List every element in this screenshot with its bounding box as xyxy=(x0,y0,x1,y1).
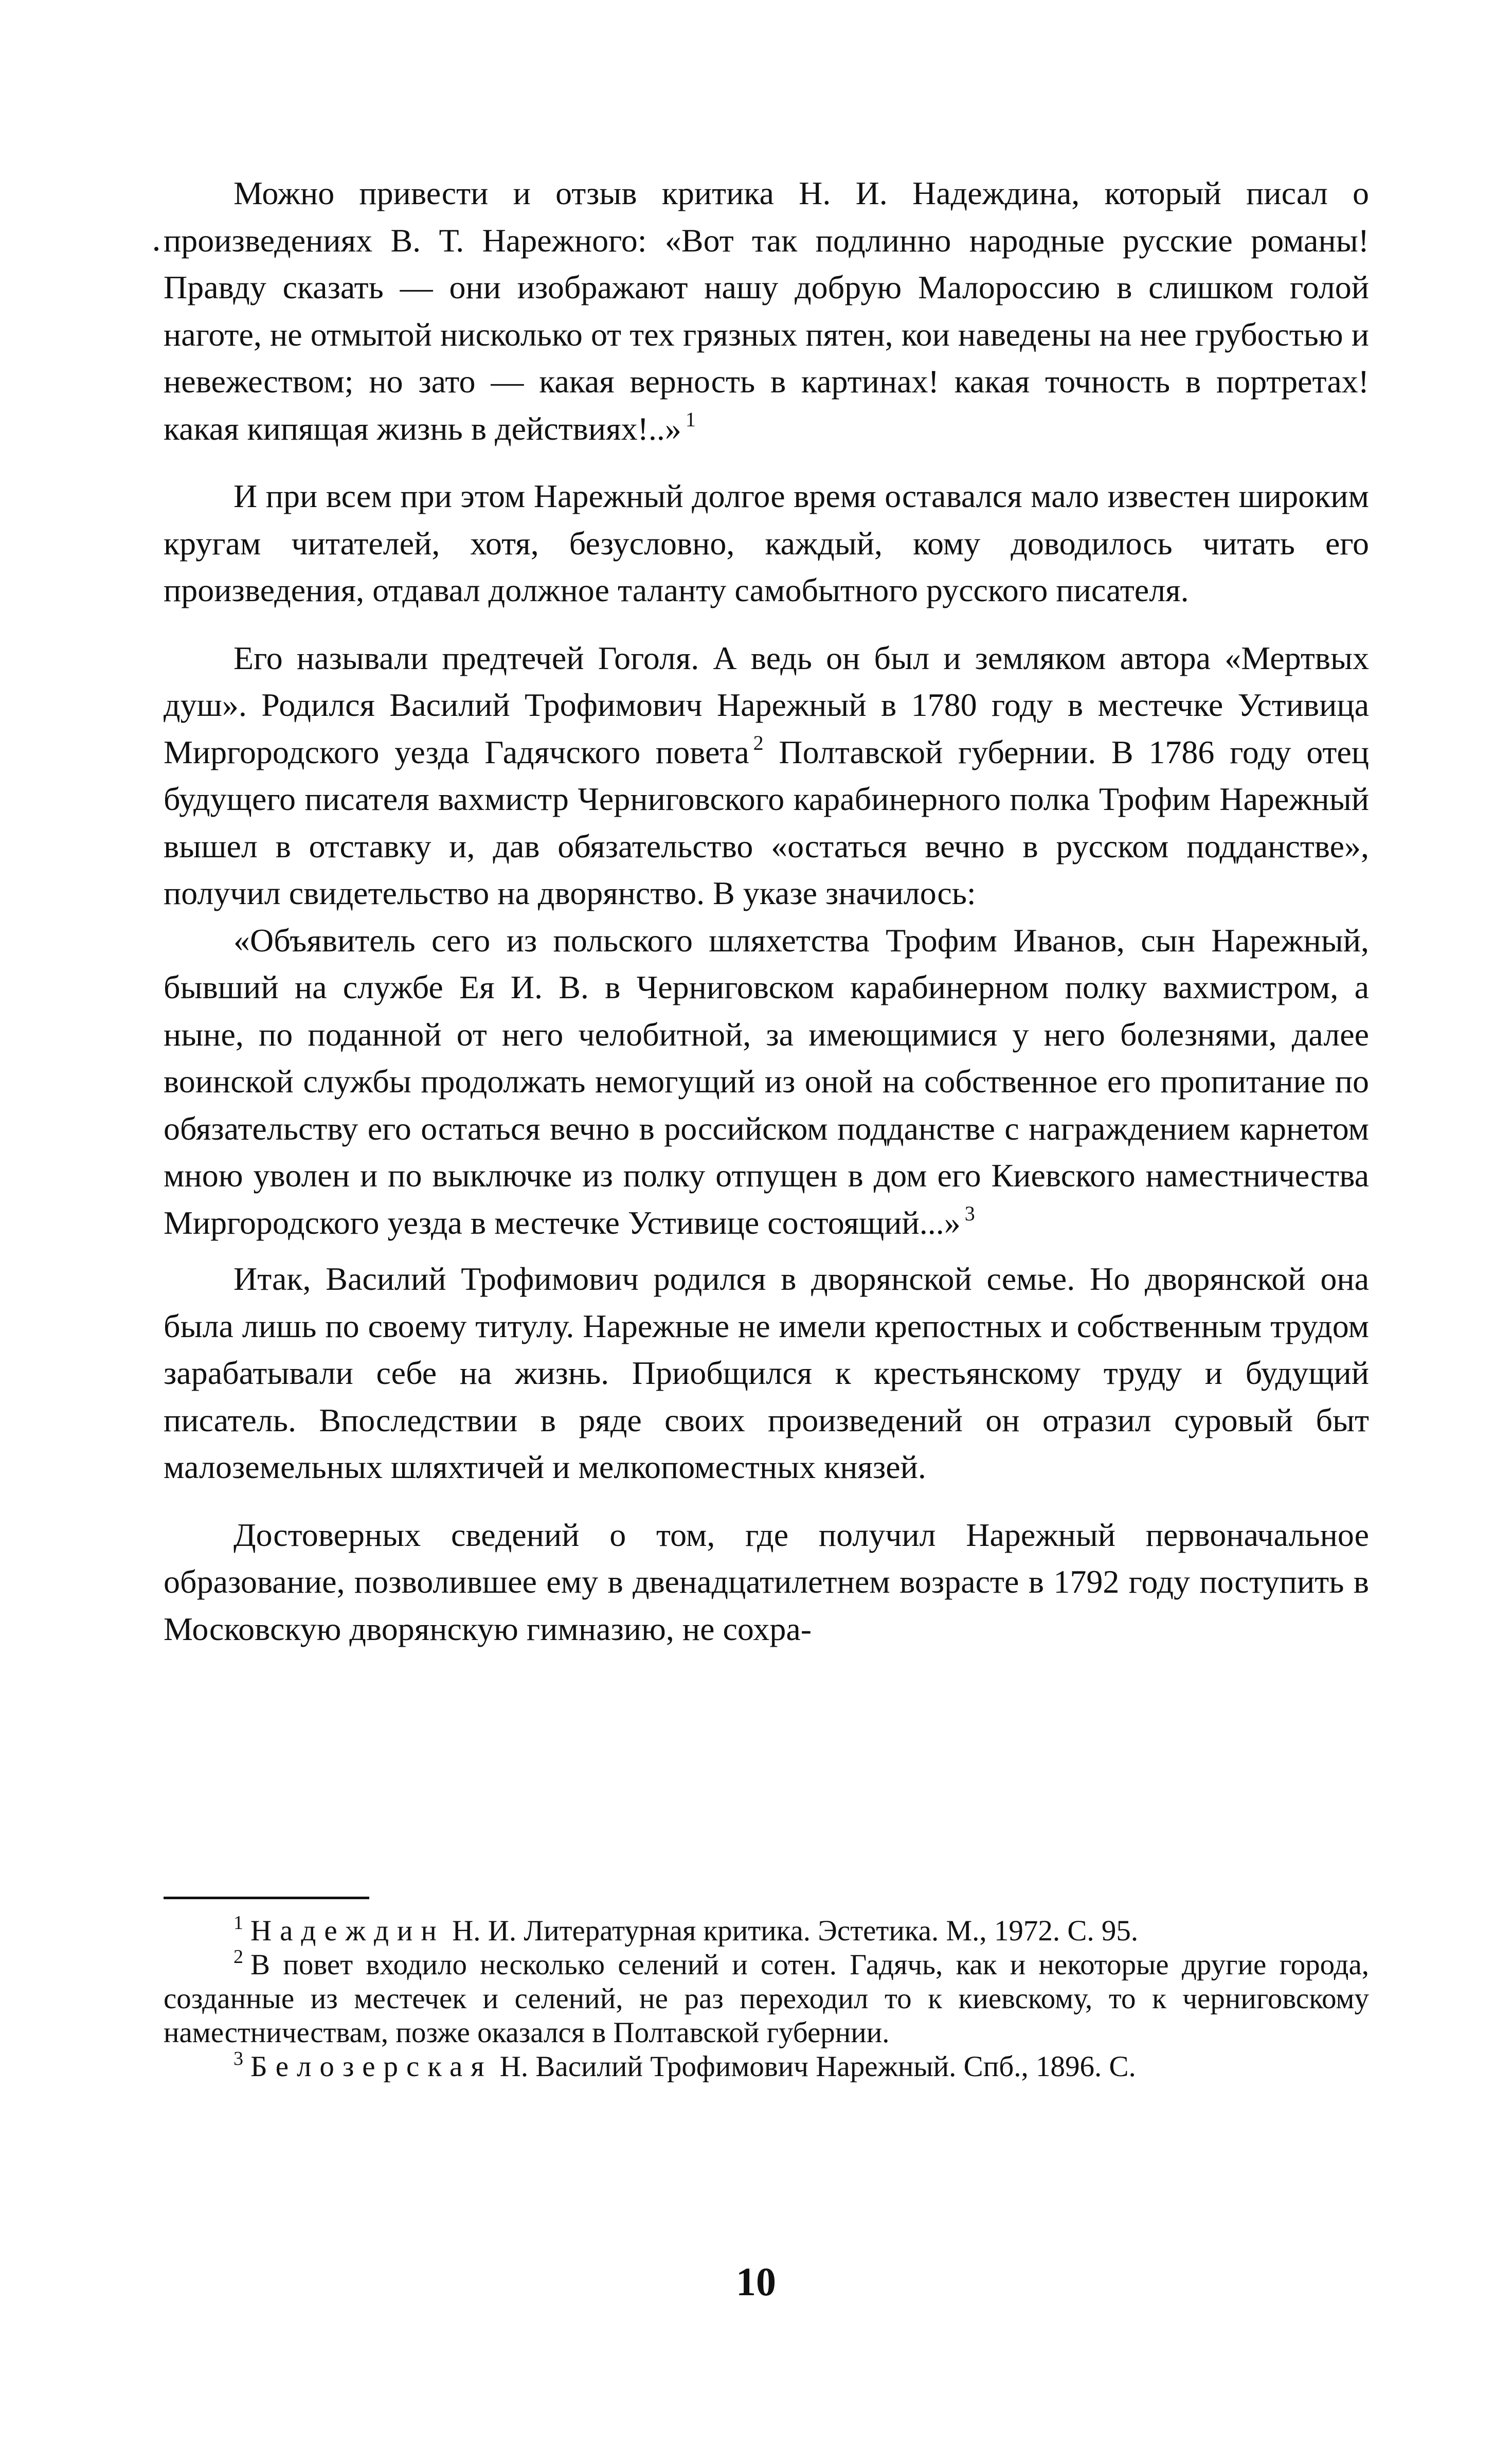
paragraph-1 xyxy=(164,170,1369,452)
footnote-2 xyxy=(164,1948,1369,2050)
footnote-1-text: Н. И. Литературная критика. Эстетика. М., 1972. С. 95. xyxy=(444,1915,1139,1947)
main-text xyxy=(164,170,1369,1652)
page-number: 10 xyxy=(736,2259,776,2304)
paragraph-5 xyxy=(164,1511,1369,1653)
footnote-2-number: 2 xyxy=(233,1946,243,1968)
footnote-3 xyxy=(164,2050,1369,2084)
footnote-1 xyxy=(164,1914,1369,1948)
decree-quote xyxy=(164,917,1369,1247)
paragraph-4-text: Итак, Василий Трофимович родился в дворянской семье. Но дворянской она была лишь по своему титулу. Нарежные не имели крепостных и собственным трудом зарабатывали себе на жизнь. Приобщился к крестьянскому труду и будущий писатель. Впоследствии в ряде своих произведений он отразил суровый быт малоземельных шляхтичей и мелкопоместных князей. xyxy=(164,1260,1369,1485)
paragraph-2-text: И при всем при этом Нарежный долгое время оставался мало известен широким кругам читателей, хотя, безусловно, каждый, кому доводилось читать его произведения, отдавал должное таланту самобытного русского писателя. xyxy=(164,478,1369,608)
footnote-separator xyxy=(164,1897,369,1899)
footnote-2-text: В повет входило несколько селений и сотен. Гадячь, как и некоторые другие города, созданные из местечек и селений, не раз переходил то к киевскому, то к черниговскому наместничествам, позже оказался в Полтавской губернии. xyxy=(164,1949,1369,2049)
paragraph-2 xyxy=(164,473,1369,614)
paragraph-4 xyxy=(164,1255,1369,1491)
footnote-ref-2: 2 xyxy=(753,731,764,754)
footnote-3-author: Белозерская xyxy=(250,2050,493,2083)
footnote-3-number: 3 xyxy=(233,2048,243,2069)
decree-quote-text: «Объявитель сего из польского шляхетства Трофим Иванов, сын Нарежный, бывший на службе Ея И. В. в Черниговском карабинерном полку вахмистром, а ныне, по поданной от него челобитной, за имеющимися у него болезнями, далее воинской службы продолжать немогущий из оной на собственное его пропитание по обязательству его остаться вечно в российском подданстве с награждением карнетом мною уволен и по выключке из полку отпущен в дом его Киевского наместничества Миргородского уезда в местечке Устивице состоящий...» xyxy=(164,922,1369,1241)
footnotes xyxy=(164,1914,1369,2084)
paragraph-5-text: Достоверных сведений о том, где получил Нарежный первоначальное образование, позволившее ему в двенадцатилетнем возрасте в 1792 году поступить в Московскую дворянскую гимназию, не сохра- xyxy=(164,1516,1369,1647)
footnote-ref-3: 3 xyxy=(964,1201,975,1225)
footnote-1-number: 1 xyxy=(233,1912,243,1934)
footnote-ref-1: 1 xyxy=(685,407,696,431)
margin-dot-mark xyxy=(154,247,158,251)
paragraph-1-text: Можно привести и отзыв критика Н. И. Надеждина, который писал о произведениях В. Т. Нарежного: «Вот так подлинно народные русские романы! Правду сказать — они изображают нашу добрую Малороссию в слишком голой наготе, не отмытой нисколько от тех грязных пятен, кои наведены на нее грубостью и невежеством; но зато — какая верность в картинах! какая точность в портретах! какая кипящая жизнь в действиях!..» xyxy=(164,175,1369,447)
paragraph-3-text: Его называли предтечей Гоголя. А ведь он был и земляком автора «Мертвых душ». Родился Василий Трофимович Нарежный в 1780 году в местечке Устивица Миргородского уезда Гадячского повета xyxy=(164,639,1369,770)
footnote-1-author: Надеждин xyxy=(250,1915,445,1947)
paragraph-3-text-cont: Полтавской губернии. В 1786 году отец будущего писателя вахмистр Черниговского карабинерного полка Трофим Нарежный вышел в отставку и, дав обязательство «остаться вечно в русском подданстве», получил свидетельство на дворянство. В указе значилось: xyxy=(164,733,1370,911)
paragraph-3 xyxy=(164,635,1369,917)
footnote-3-text: Н. Василий Трофимович Нарежный. Спб., 1896. С. xyxy=(492,2050,1136,2083)
